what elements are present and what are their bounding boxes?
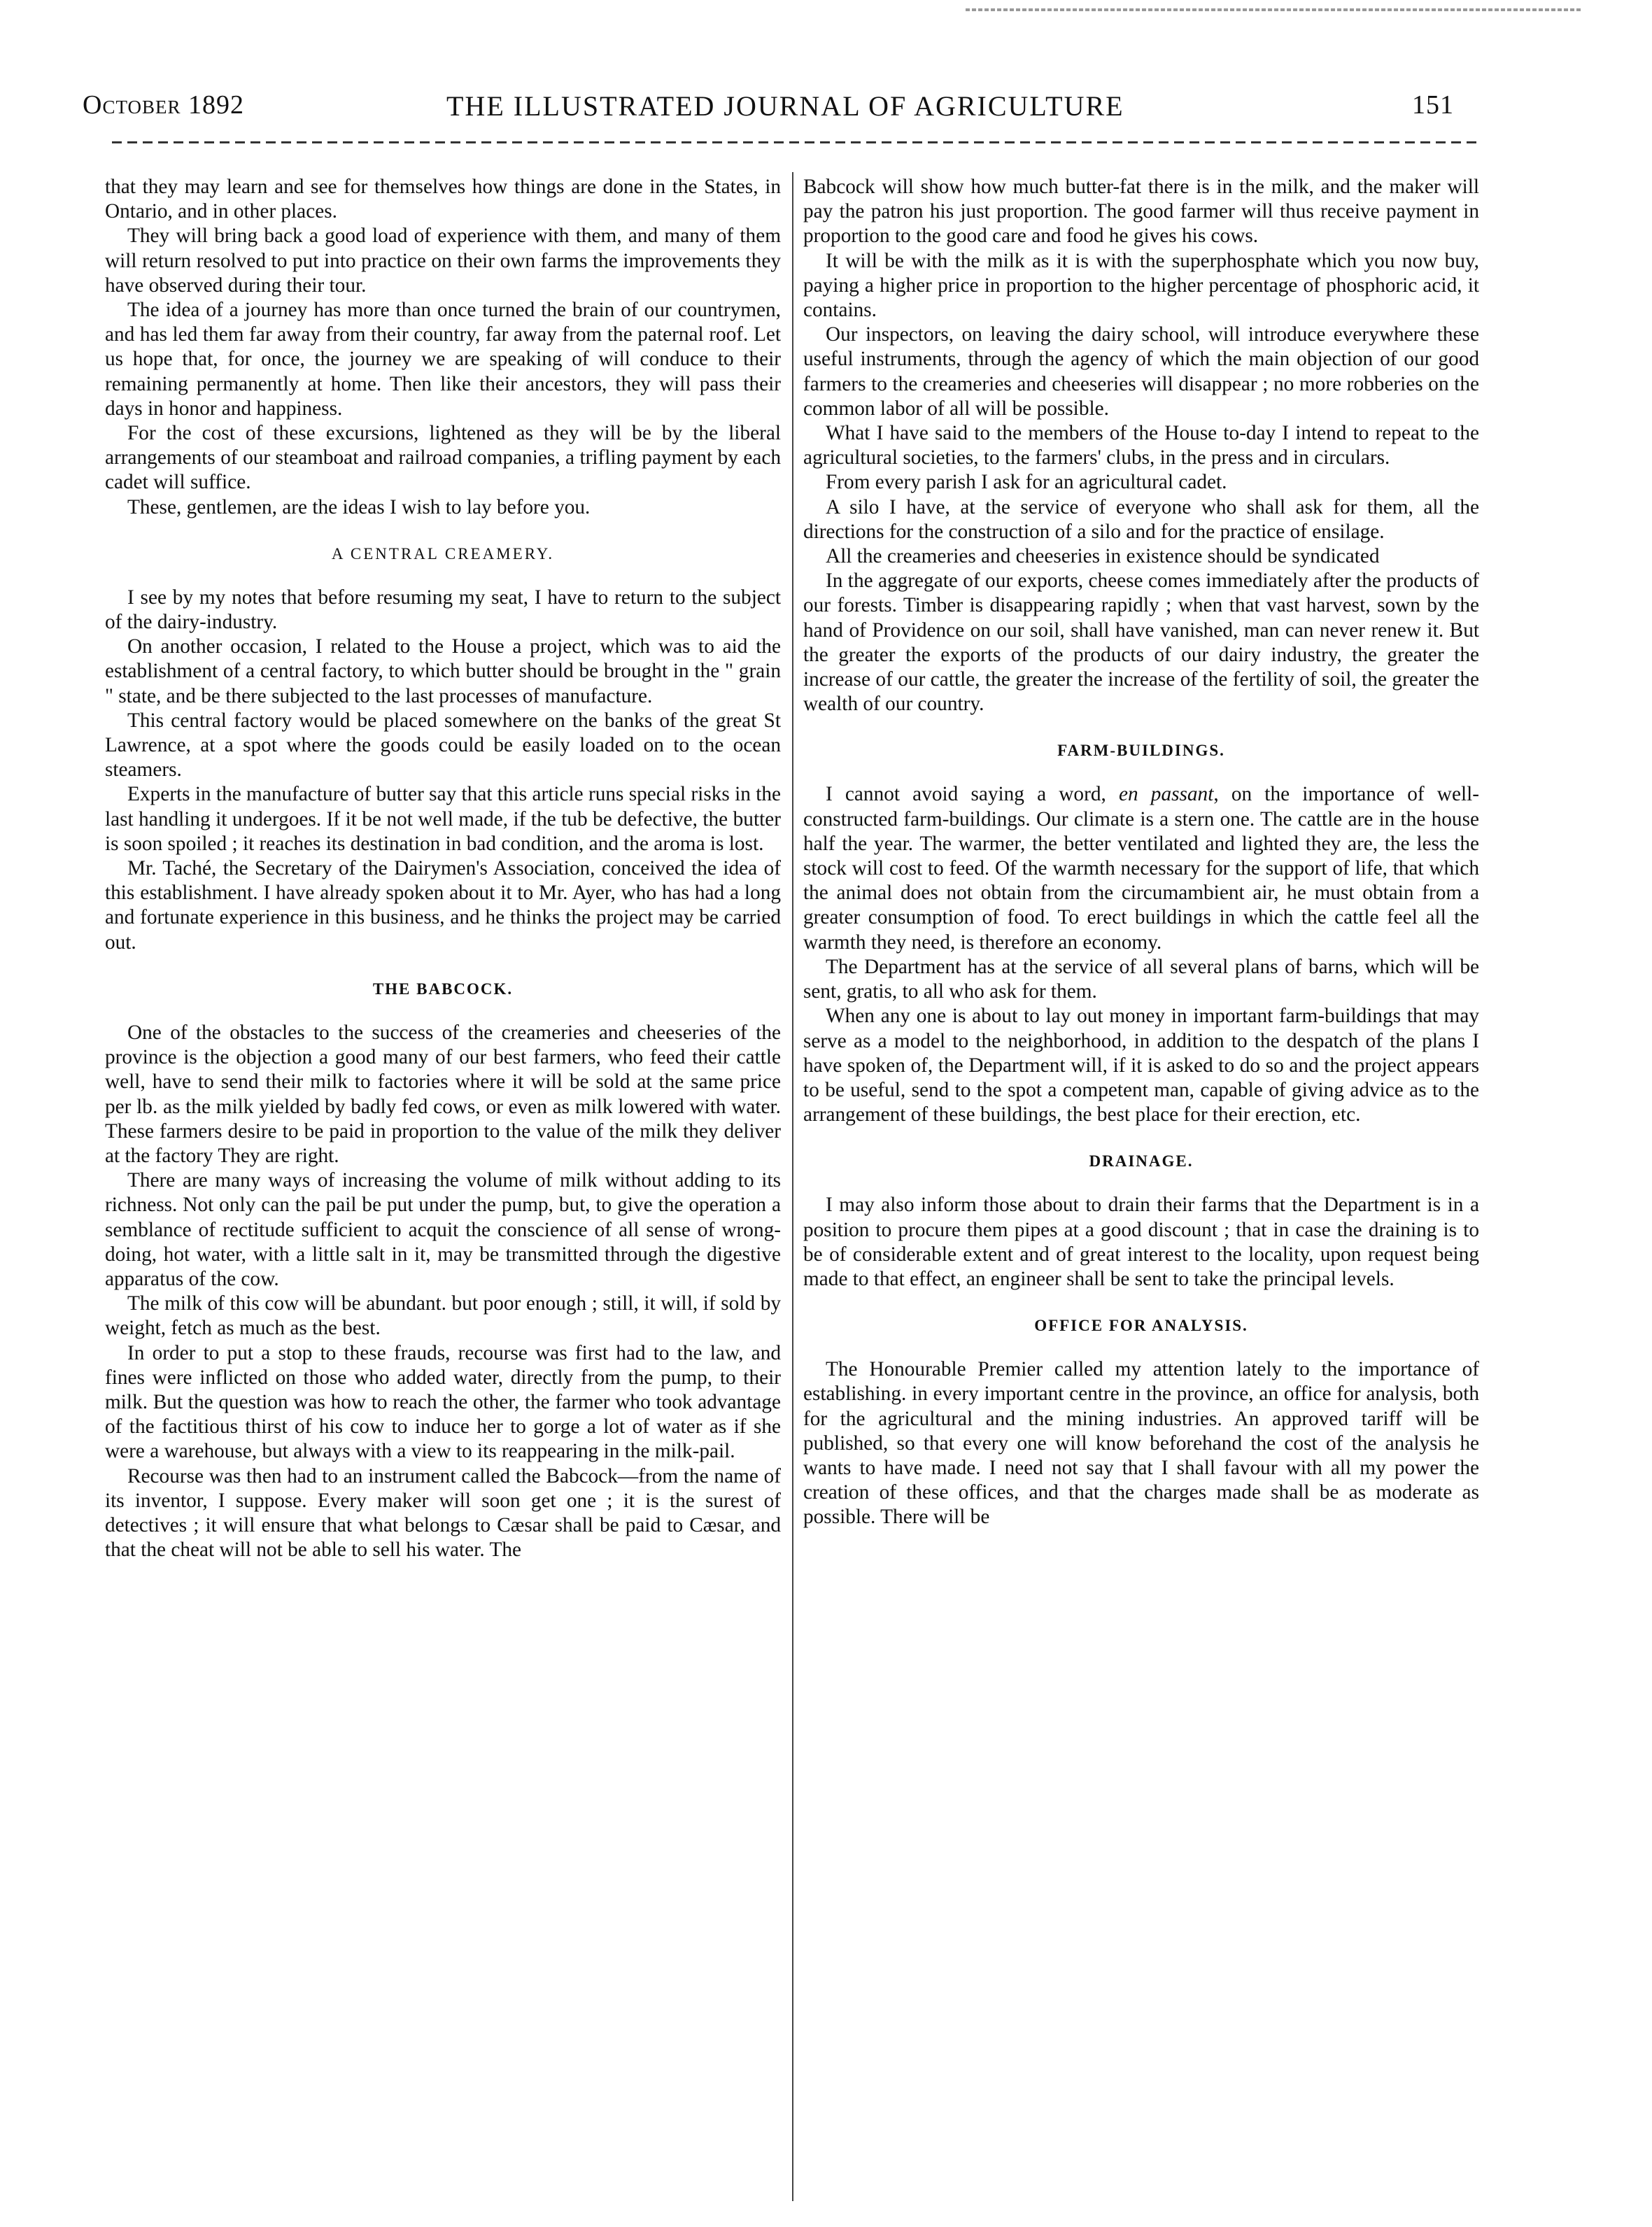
paragraph [803,782,1479,954]
paragraph: What I have said to the members of the House to-day I intend to repeat to the agricultural societies, to the farmers' clubs, in the press and in circulars. [803,422,1479,469]
top-edge-rule [966,8,1581,11]
paragraph: Mr. Taché, the Secretary of the Dairymen's Association, conceived the idea of this establishment. I have already spoken about it to Mr. Ayer, who has had a long and fortunate experience in this business, and he thinks the project may be carried out. [105,857,781,954]
paragraph: When any one is about to lay out money in important farm-buildings that may serve as a model to the neighborhood, in addition to the despatch of the plans I have spoken of, the Department will, if it is asked to do so and the project appears to be useful, send to the spot a competent man, capable of giving advice as to the arrangement of these buildings, the best place for their erection, etc. [803,1005,1479,1126]
page-header [83,90,1454,132]
issue-date: October 1892 [83,90,244,120]
paragraph: For the cost of these excursions, lightened as they will be by the liberal arrangements of our steamboat and railroad companies, a trifling payment by each cadet will suffice. [105,422,781,494]
right-column [803,175,1479,1530]
paragraph: From every parish I ask for an agricultural cadet. [826,471,1227,494]
paragraph: They will bring back a good load of experience with them, and many of them will return resolved to put into practice on their own farms the improvements they have observed during their tour. [105,225,781,297]
text-run: I cannot avoid saying a word, [826,783,1106,806]
italic-phrase: en passant [1118,783,1214,806]
paragraph: One of the obstacles to the success of the creameries and cheeseries of the province is the objection a good many of our best farmers, who feed their cattle well, have to send their milk to factories where it will be sold at the same price per lb. as the milk yielded by badly fed cows, or even as milk lowered with water. These farmers desire to be paid in proportion to the value of the milk they deliver at the factory They are right. [105,1021,781,1167]
paragraph: I may also inform those about to drain their farms that the Department is in a position to procure them pipes at a good discount ; that in case the draining is to be of considerable extent and of great interest to the locality, upon request being made to that effect, an engineer shall be sent to take the principal levels. [803,1194,1479,1290]
paragraph: Experts in the manufacture of butter say that this article runs special risks in the last handling it undergoes. If it be not well made, if the tub be defective, the butter is soon spoiled ; it reaches its destination in bad condition, and the aroma is lost. [105,783,781,855]
section-heading-farm-buildings: FARM-BUILDINGS. [1057,742,1225,760]
paragraph: All the creameries and cheeseries in existence should be syndicated [826,545,1380,568]
paragraph: that they may learn and see for themselves how things are done in the States, in Ontario, and in other places. [105,176,781,223]
paragraph: This central factory would be placed somewhere on the banks of the great St Lawrence, at a spot where the goods could be easily loaded on to the ocean steamers. [105,709,781,782]
paragraph: In order to put a stop to these frauds, recourse was first had to the law, and fines were inflicted on those who added water, directly from the pump, to their milk. But the question was how to reach the other, the farmer who took advantage of the factitious thirst of his cow to induce her to gorge a lot of water as if she were a warehouse, but always with a view to its reappearing in the milk-pail. [105,1341,781,1463]
paragraph: I see by my notes that before resuming my seat, I have to return to the subject of the dairy-industry. [105,586,781,634]
section-heading-drainage: DRAINAGE. [1089,1152,1194,1171]
paragraph: The milk of this cow will be abundant. but poor enough ; still, it will, if sold by weight, fetch as much as the best. [105,1292,781,1340]
paragraph: It will be with the milk as it is with the superphosphate which you now buy, paying a higher price in proportion to the higher percentage of phosphoric acid, it contains. [803,249,1479,322]
paragraph: On another occasion, I related to the House a project, which was to aid the establishment of a central factory, to which butter should be brought in the " grain " state, and be there subjected to the last processes of manufacture. [105,635,781,707]
page-number: 151 [1412,90,1454,120]
journal-title: THE ILLUSTRATED JOURNAL OF AGRICULTURE [446,90,1124,122]
header-rule [112,141,1476,143]
paragraph: These, gentlemen, are the ideas I wish to lay before you. [127,495,591,518]
paragraph: The idea of a journey has more than once turned the brain of our countrymen, and has led them far away from their country, far away from the paternal roof. Let us hope that, for once, the journey we are speaking of will conduce to their remaining permanently at home. Then like their ancestors, they will pass their days in honor and happiness. [105,299,781,420]
section-heading-babcock: THE BABCOCK. [372,980,514,998]
column-divider [792,172,793,2201]
paragraph: There are many ways of increasing the volume of milk without adding to its richness. Not only can the pail be put under the pump, but, to give the operation a semblance of rectitude sufficient to acquit the conscience of all sense of wrong-doing, hot water, with a little salt in it, may be transmitted through the digestive apparatus of the cow. [105,1169,781,1290]
paragraph: In the aggregate of our exports, cheese comes immediately after the products of our forests. Timber is disappearing rapidly ; when that vast harvest, sown by the hand of Providence on our soil, shall have vanished, man can never renew it. But the greater the exports of the products of our dairy industry, the greater the increase of our cattle, the greater the increase of the fertility of soil, the greater the wealth of our country. [803,570,1479,716]
left-column [105,175,781,1562]
paragraph: Babcock will show how much butter-fat there is in the milk, and the maker will pay the patron his just proportion. The good farmer will thus receive payment in proportion to the good care and food he gives his cows. [803,176,1479,248]
paragraph: A silo I have, at the service of everyone who shall ask for them, all the directions for the construction of a silo and for the practice of ensilage. [803,495,1479,543]
paragraph: Our inspectors, on leaving the dairy school, will introduce everywhere these useful instruments, through the agency of which the main objection of our good farmers to the creameries and cheeseries will disappear ; no more robberies on the common labor of all will be possible. [803,323,1479,420]
text-run: , on the importance of well-constructed farm-buildings. Our climate is a stern one. The cattle are in the house half the year. The warmer, the better ventilated and lighted they are, the less the stock will cost to feed. Of the warmth necessary for the support of life, that which the animal does not obtain from the circumambient air, he must obtain from a greater consumption of food. To erect buildings in which the cattle feel all the warmth they need, is therefore an economy. [803,783,1479,954]
paragraph: The Honourable Premier called my attention lately to the importance of establishing. in every important centre in the province, an office for analysis, both for the agricultural and the mining industries. An approved tariff will be published, so that every one will know beforehand the cost of the analysis he wants to have made. I need not say that I shall favour with all my power the creation of these offices, and that the charges made shall be as moderate as possible. There will be [803,1358,1479,1529]
paragraph: The Department has at the service of all several plans of barns, which will be sent, gratis, to all who ask for them. [803,955,1479,1003]
section-heading-office-for-analysis: OFFICE FOR ANALYSIS. [1034,1317,1248,1335]
section-heading-central-creamery: A CENTRAL CREAMERY. [331,544,555,563]
paragraph: Recourse was then had to an instrument called the Babcock—from the name of its inventor, I suppose. Every maker will soon get one ; it is the surest of detectives ; it will ensure that what belongs to Cæsar shall be paid to Cæsar, and that the cheat will not be able to sell his water. The [105,1464,781,1562]
